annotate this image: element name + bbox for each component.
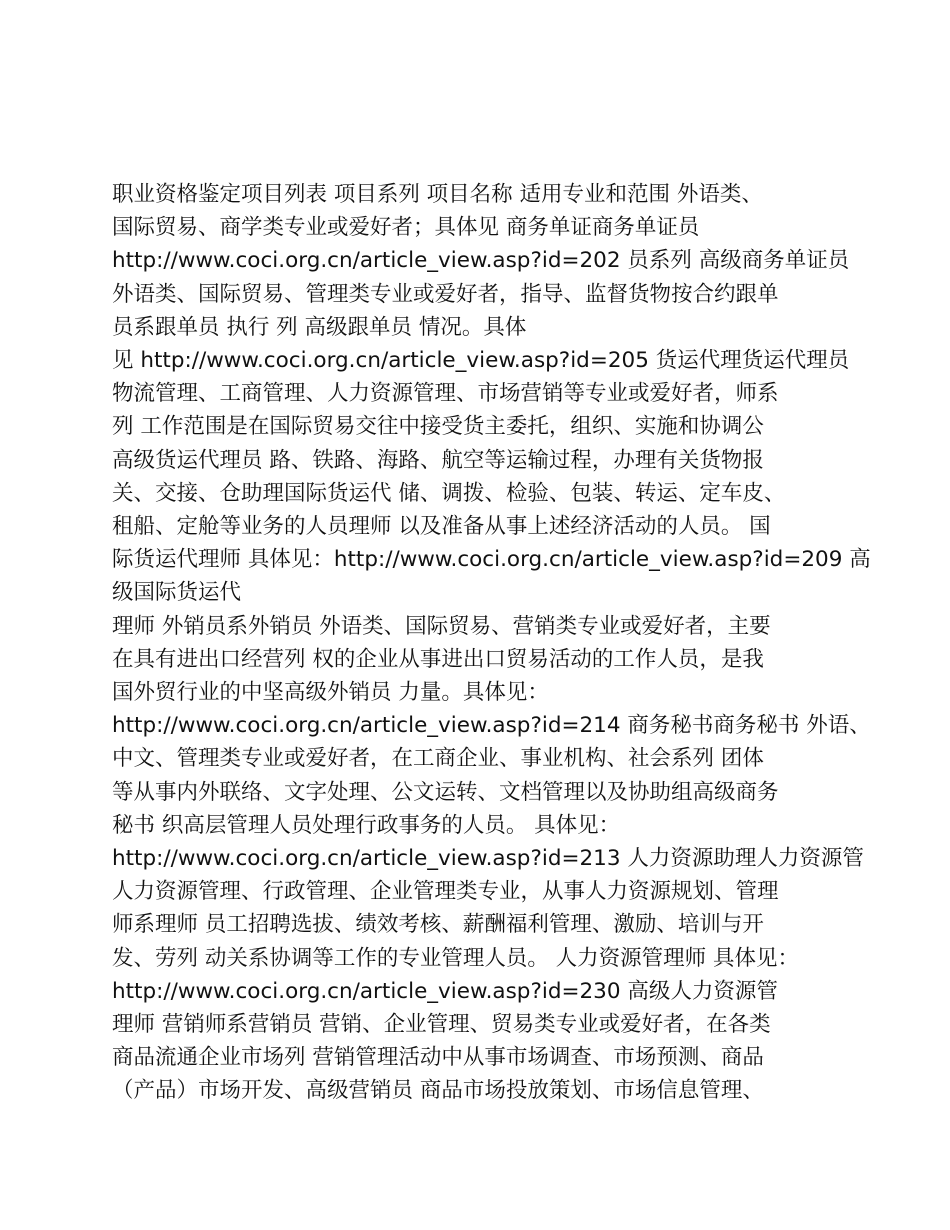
text-line: 理师 外销员系外销员 外语类、国际贸易、营销类专业或爱好者，主要 [112, 613, 771, 639]
text-line: 关、交接、仓助理国际货运代 储、调拨、检验、包装、转运、定车皮、 [112, 480, 786, 506]
text-line: 级国际货运代 [112, 580, 242, 606]
text-line: 职业资格鉴定项目列表 项目系列 项目名称 适用专业和范围 外语类、 [112, 182, 763, 207]
text-line: 高级货运代理员 路、铁路、海路、航空等运输过程，办理有关货物报 [112, 447, 764, 473]
text-line: 秘书 织高层管理人员处理行政事务的人员。 具体见： [112, 812, 621, 838]
text-line: 在具有进出口经营列 权的企业从事进出口贸易活动的工作人员，是我 [112, 646, 764, 672]
text-line: http://www.coci.org.cn/article_view.asp?id=214 商务秘书商务秘书 外语、 [112, 713, 871, 739]
text-line: 人力资源管理、行政管理、企业管理类专业，从事人力资源规划、管理 [112, 879, 779, 905]
text-line: 理师 营销师系营销员 营销、企业管理、贸易类专业或爱好者，在各类 [112, 1012, 771, 1038]
text-line: 师系理师 员工招聘选拔、绩效考核、薪酬福利管理、激励、培训与开 [112, 912, 764, 938]
text-line: 列 工作范围是在国际贸易交往中接受货主委托，组织、实施和协调公 [112, 414, 764, 440]
text-line: 见 http://www.coci.org.cn/article_view.asp?id=205 货运代理货运代理员 [112, 348, 850, 374]
text-line: http://www.coci.org.cn/article_view.asp?id=213 人力资源助理人力资源管 [112, 846, 864, 872]
text-line: 外语类、国际贸易、管理类专业或爱好者，指导、监督货物按合约跟单 [112, 281, 779, 307]
text-line: 等从事内外联络、文字处理、公文运转、文档管理以及协助组高级商务 [112, 779, 779, 805]
text-line: 际货运代理师 具体见：http://www.coci.org.cn/article_view.asp?id=209 高 [112, 547, 871, 573]
text-line: 商品流通企业市场列 营销管理活动中从事市场调查、市场预测、商品 [112, 1045, 764, 1071]
text-line: 中文、管理类专业或爱好者，在工商企业、事业机构、社会系列 团体 [112, 746, 764, 772]
text-line: 国外贸行业的中坚高级外销员 力量。具体见： [112, 680, 549, 706]
body-text [112, 178, 871, 1108]
text-line: http://www.coci.org.cn/article_view.asp?id=230 高级人力资源管 [112, 978, 778, 1004]
text-line: 发、劳列 动关系协调等工作的专业管理人员。 人力资源管理师 具体见： [112, 945, 800, 971]
text-line: 租船、定舱等业务的人员理师 以及准备从事上述经济活动的人员。 国 [112, 514, 771, 540]
text-line: 物流管理、工商管理、人力资源管理、市场营销等专业或爱好者，师系 [112, 381, 779, 407]
text-line: 员系跟单员 执行 列 高级跟单员 情况。具体 [112, 314, 527, 340]
text-line: http://www.coci.org.cn/article_view.asp?id=202 员系列 高级商务单证员 [112, 248, 850, 274]
text-line: 国际贸易、商学类专业或爱好者；具体见 商务单证商务单证员 [112, 215, 700, 241]
text-line: （产品）市场开发、高级营销员 商品市场投放策划、市场信息管理、 [112, 1078, 764, 1104]
